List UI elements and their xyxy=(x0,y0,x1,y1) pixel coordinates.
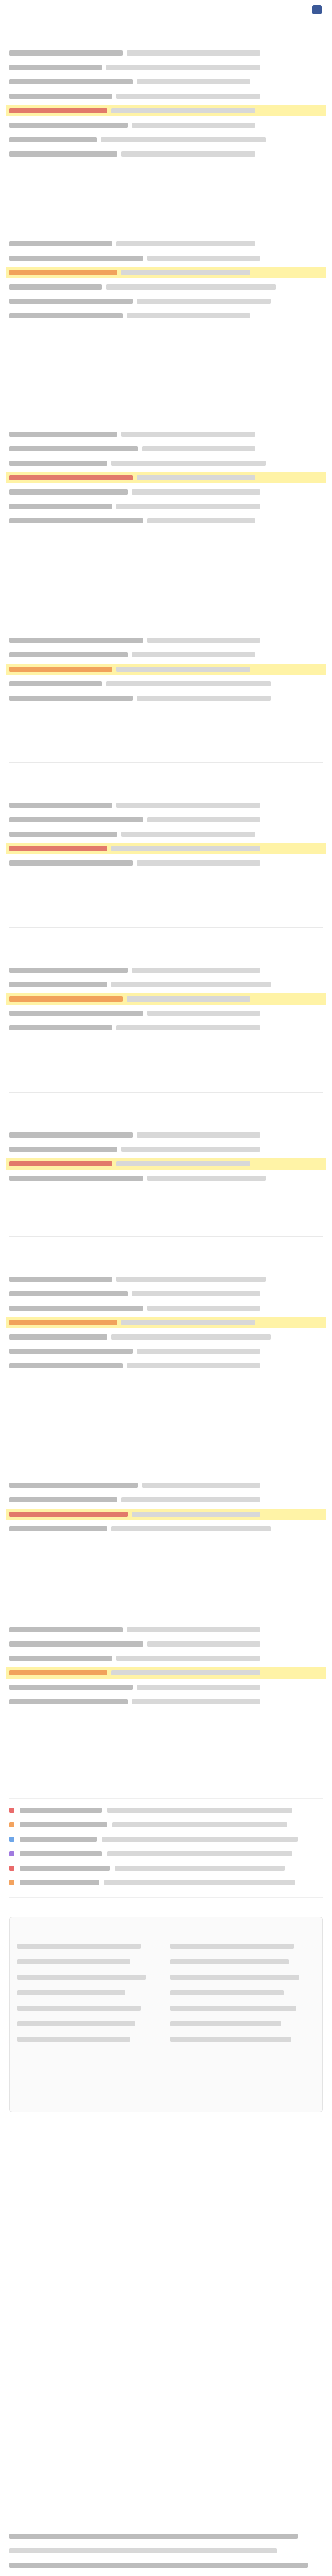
row-value-placeholder xyxy=(112,1822,287,1827)
phrase-row xyxy=(9,1638,323,1650)
number-table xyxy=(9,1798,323,1898)
right-card-title xyxy=(170,1924,316,1936)
row-value-placeholder xyxy=(104,1880,295,1885)
phrase-row-highlight xyxy=(6,843,326,854)
phrase-row xyxy=(9,649,323,660)
section-title xyxy=(9,21,323,32)
phrase-row xyxy=(9,1653,323,1664)
phrase-row xyxy=(9,857,323,869)
section-reading-rules xyxy=(9,773,323,872)
color-swatch xyxy=(9,1808,14,1813)
section-title xyxy=(9,402,323,413)
table-row xyxy=(9,1877,323,1888)
tip-row xyxy=(9,2574,323,2576)
section-title xyxy=(9,773,323,784)
phrase-row xyxy=(9,1346,323,1357)
phrase-row xyxy=(9,91,323,102)
section-subtitle xyxy=(9,951,323,959)
phrase-row xyxy=(9,1288,323,1299)
phrase-row xyxy=(9,1274,323,1285)
right-item xyxy=(170,1941,316,1952)
row-label-placeholder xyxy=(20,1851,102,1856)
row-label-placeholder xyxy=(20,1837,97,1842)
divider xyxy=(9,762,323,763)
phrase-row xyxy=(9,1129,323,1141)
phrase-row xyxy=(9,148,323,160)
phrase-row xyxy=(9,281,323,293)
left-item xyxy=(17,2003,162,2014)
phrase-row-highlight xyxy=(6,1509,326,1520)
right-item xyxy=(170,2003,316,2014)
phrase-row xyxy=(9,76,323,88)
phrase-row xyxy=(9,1022,323,1033)
divider xyxy=(9,1236,323,1237)
phrase-row-highlight xyxy=(6,105,326,116)
section-transit xyxy=(9,402,323,530)
section-subtitle xyxy=(9,786,323,794)
phrase-list xyxy=(9,1129,323,1184)
phrase-row-highlight xyxy=(6,664,326,675)
color-swatch xyxy=(9,1837,14,1842)
section-subtitle xyxy=(9,1466,323,1475)
phrase-list xyxy=(9,635,323,704)
row-label-placeholder xyxy=(20,1866,110,1871)
phrase-row xyxy=(9,1331,323,1343)
phrase-row xyxy=(9,457,323,469)
phrase-row xyxy=(9,1360,323,1371)
section-subtitle xyxy=(9,34,323,42)
row-value-placeholder xyxy=(102,1837,298,1842)
phrase-row xyxy=(9,296,323,307)
tip-row xyxy=(9,2560,323,2571)
right-item xyxy=(170,1956,316,1968)
section-subtitle xyxy=(9,2517,323,2526)
phrase-row xyxy=(9,1173,323,1184)
color-swatch xyxy=(9,1851,14,1856)
phrase-row xyxy=(9,964,323,976)
phrase-list xyxy=(9,47,323,160)
phrase-row xyxy=(9,310,323,321)
phrase-row xyxy=(9,443,323,454)
section-title xyxy=(9,1247,323,1258)
section-title xyxy=(9,1453,323,1464)
row-value-placeholder xyxy=(115,1866,285,1871)
color-swatch xyxy=(9,1866,14,1871)
phrase-row xyxy=(9,1696,323,1707)
phrase-row-highlight xyxy=(6,1317,326,1328)
color-swatch xyxy=(9,1880,14,1885)
left-item xyxy=(17,2033,162,2045)
phrase-row-highlight xyxy=(6,472,326,483)
section-subtitle xyxy=(9,1611,323,1619)
divider xyxy=(9,1092,323,1093)
color-swatch xyxy=(9,1822,14,1827)
left-item xyxy=(17,1941,162,1952)
section-title xyxy=(9,211,323,223)
phrase-list xyxy=(9,800,323,869)
section-subtitle xyxy=(9,1260,323,1268)
phrase-row-highlight xyxy=(6,993,326,1005)
table-row xyxy=(9,1848,323,1859)
table-row xyxy=(9,1805,323,1816)
phrase-row xyxy=(9,1494,323,1505)
section-subtitle xyxy=(9,621,323,630)
phrase-row xyxy=(9,238,323,249)
section-subtitle xyxy=(9,225,323,233)
phrase-row xyxy=(9,1480,323,1491)
two-column-card xyxy=(9,1917,323,2112)
divider xyxy=(9,927,323,928)
phrase-row xyxy=(9,47,323,59)
phrase-row xyxy=(9,252,323,264)
phrase-list xyxy=(9,1274,323,1371)
section-restaurant xyxy=(9,1247,323,1375)
section-intro xyxy=(9,21,323,163)
phrase-row xyxy=(9,814,323,825)
phrase-row xyxy=(9,429,323,440)
section-taxi xyxy=(9,1103,323,1187)
phrase-row xyxy=(9,1008,323,1019)
tips-list xyxy=(9,2531,323,2576)
phrase-list xyxy=(9,429,323,527)
section-subway-cards xyxy=(9,608,323,707)
phrase-row xyxy=(9,1523,323,1534)
phrase-row xyxy=(9,486,323,498)
section-street xyxy=(9,1453,323,1537)
right-items xyxy=(170,1941,316,2045)
left-item xyxy=(17,1987,162,1998)
row-label-placeholder xyxy=(20,1880,99,1885)
phrase-list xyxy=(9,238,323,321)
phrase-row xyxy=(9,800,323,811)
phrase-row xyxy=(9,979,323,990)
section-title xyxy=(9,938,323,949)
phrase-row-highlight xyxy=(6,1667,326,1679)
phrase-row xyxy=(9,515,323,527)
phrase-list xyxy=(9,1624,323,1707)
section-tips xyxy=(9,2504,323,2576)
section-title xyxy=(9,1103,323,1114)
right-item xyxy=(170,1987,316,1998)
row-value-placeholder xyxy=(107,1808,292,1813)
tip-row xyxy=(9,2545,323,2556)
brand-badge xyxy=(312,5,322,14)
right-item xyxy=(170,1972,316,1983)
section-airport xyxy=(9,211,323,325)
phrase-row xyxy=(9,1302,323,1314)
table-row xyxy=(9,1819,323,1831)
row-label-placeholder xyxy=(20,1822,107,1827)
section-title xyxy=(9,608,323,619)
left-column xyxy=(17,1924,162,2049)
table-row xyxy=(9,1862,323,1874)
phrase-row xyxy=(9,678,323,689)
phrase-row xyxy=(9,1682,323,1693)
left-card-title xyxy=(17,1924,162,1936)
section-title xyxy=(9,1597,323,1608)
right-item xyxy=(170,2033,316,2045)
phrase-row xyxy=(9,1144,323,1155)
row-value-placeholder xyxy=(107,1851,292,1856)
right-column xyxy=(170,1924,316,2049)
row-label-placeholder xyxy=(20,1808,102,1813)
section-shopping xyxy=(9,1597,323,1710)
phrase-list xyxy=(9,1480,323,1534)
phrase-row xyxy=(9,692,323,704)
phrase-row xyxy=(9,635,323,646)
tip-row xyxy=(9,2531,323,2542)
section-title xyxy=(9,2504,323,2515)
left-item xyxy=(17,2018,162,2029)
right-item xyxy=(170,2018,316,2029)
section-subtitle xyxy=(9,1116,323,1124)
left-items xyxy=(17,1941,162,2045)
section-bus xyxy=(9,938,323,1037)
table-row xyxy=(9,1834,323,1845)
section-subtitle xyxy=(9,415,323,423)
phrase-row-highlight xyxy=(6,267,326,278)
phrase-row xyxy=(9,828,323,840)
left-item xyxy=(17,1972,162,1983)
phrase-row-highlight xyxy=(6,1158,326,1170)
phrase-row xyxy=(9,62,323,73)
phrase-row xyxy=(9,120,323,131)
left-item xyxy=(17,1956,162,1968)
two-column-layout xyxy=(17,1924,315,2049)
phrase-row xyxy=(9,1624,323,1635)
phrase-list xyxy=(9,964,323,1033)
brand-top xyxy=(312,5,325,14)
phrase-row xyxy=(9,501,323,512)
phrase-row xyxy=(9,134,323,145)
